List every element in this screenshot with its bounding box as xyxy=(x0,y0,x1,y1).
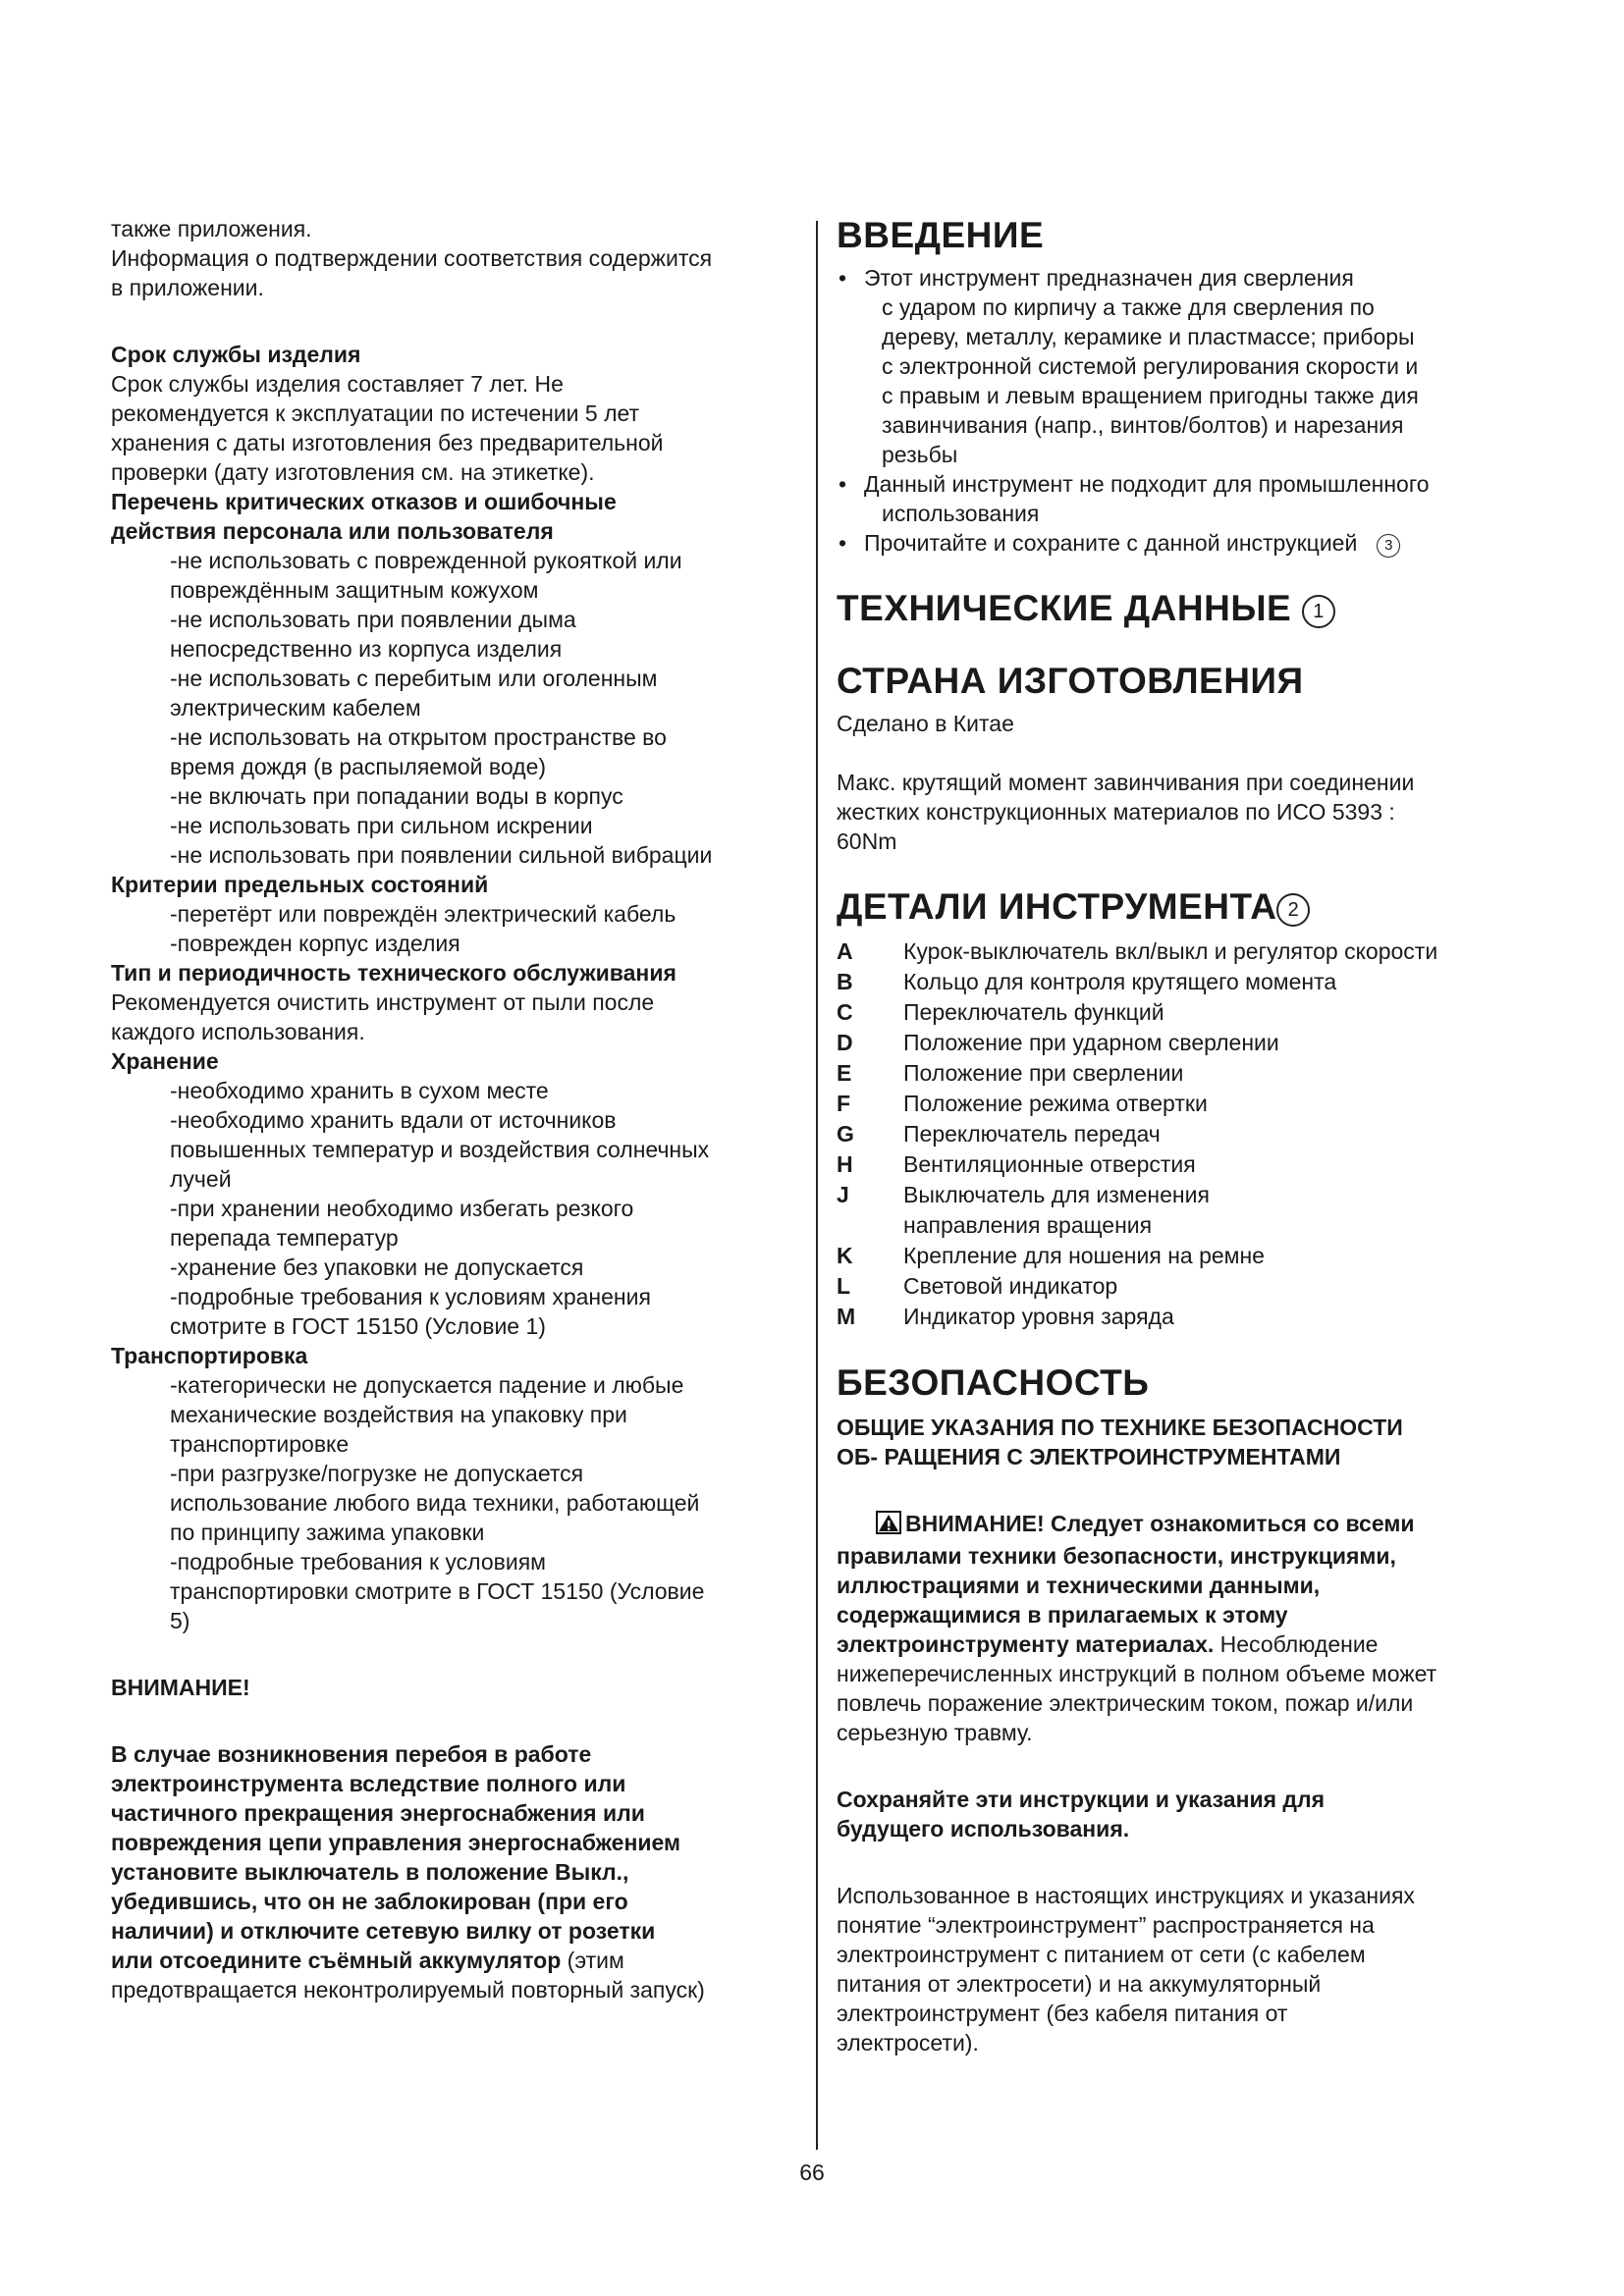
tech-data-heading xyxy=(837,587,1534,630)
list-line: -необходимо хранить в сухом месте xyxy=(170,1078,549,1103)
text-line: проверки (дату изготовления см. на этикетке). xyxy=(111,459,595,485)
right-column xyxy=(837,214,1534,2057)
list-line: транспортировки смотрите в ГОСТ 15150 (Условие xyxy=(170,1578,705,1604)
maintenance-section xyxy=(111,958,798,1046)
maintenance-heading: Тип и периодичность технического обслуживания xyxy=(111,960,677,986)
text-line: электроинструмент (без кабеля питания от xyxy=(837,2001,1288,2026)
parts-heading xyxy=(837,885,1534,929)
list-item xyxy=(837,1302,1437,1332)
figure-ref-icon: 1 xyxy=(1302,595,1335,628)
list-line: смотрите в ГОСТ 15150 (Условие 1) xyxy=(170,1313,546,1339)
heading-text: ДЕТАЛИ ИНСТРУМЕНТА xyxy=(837,886,1277,927)
heading-text: ТЕХНИЧЕСКИЕ ДАННЫЕ xyxy=(837,588,1292,628)
list-line: перепада температур xyxy=(170,1225,399,1251)
text-line: жестких конструкционных материалов по ИСО 5393 : xyxy=(837,799,1395,825)
part-key: G xyxy=(837,1121,854,1147)
list-line: -не использовать при сильном искрении xyxy=(170,813,593,838)
safety-heading: БЕЗОПАСНОСТЬ xyxy=(837,1362,1150,1403)
list-line: -не использовать с поврежденной рукояткой или xyxy=(170,548,682,573)
bold-line: частичного прекращения энергоснабжения или xyxy=(111,1800,645,1826)
left-column xyxy=(111,214,798,2004)
list-item xyxy=(837,967,1437,997)
bold-line: наличии) и отключите сетевую вилку от розетки xyxy=(111,1918,656,1944)
part-label: Вентиляционные отверстия xyxy=(903,1151,1196,1177)
warning-line xyxy=(837,1509,1534,1541)
bullet-icon: • xyxy=(839,530,847,556)
text-line: 60Nm xyxy=(837,828,897,854)
bullet-icon: • xyxy=(839,265,847,291)
intro-continuation xyxy=(111,214,798,302)
subheading-line: ОБЩИЕ УКАЗАНИЯ ПО ТЕХНИКЕ БЕЗОПАСНОСТИ xyxy=(837,1415,1403,1440)
list-item xyxy=(837,1180,1437,1210)
text-line: Использованное в настоящих инструкциях и указаниях xyxy=(837,1883,1415,1908)
list-line: -не использовать при появлении дыма xyxy=(170,607,576,632)
bold-line: будущего использования. xyxy=(837,1816,1130,1842)
bold-line: электроинструмента вследствие полного или xyxy=(111,1771,626,1796)
warning-line: правилами техники безопасности, инструкциями, xyxy=(837,1543,1396,1569)
list-line: -при разгрузке/погрузке не допускается xyxy=(170,1461,584,1486)
mixed-line xyxy=(837,1629,1534,1659)
text-line: Информация о подтверждении соответствия содержится xyxy=(111,245,713,271)
list-line: повышенных температур и воздействия солнечных xyxy=(170,1137,710,1162)
parts-list xyxy=(837,936,1437,1332)
list-line: механические воздействия на упаковку при xyxy=(170,1402,627,1427)
bold-fragment: ВНИМАНИЕ! Следует ознакомиться со всеми xyxy=(905,1511,1415,1536)
part-key xyxy=(837,1210,903,1241)
storage-heading: Хранение xyxy=(111,1048,219,1074)
part-label: Положение при ударном сверлении xyxy=(903,1030,1279,1055)
list-item xyxy=(837,263,1534,469)
part-label: Кольцо для контроля крутящего момента xyxy=(903,969,1337,994)
list-item xyxy=(837,1058,1437,1089)
intro-list xyxy=(837,263,1534,558)
made-in-text: Сделано в Китае xyxy=(837,711,1014,736)
column-divider xyxy=(816,221,818,2150)
part-key: J xyxy=(837,1182,849,1207)
list-line: -хранение без упаковки не допускается xyxy=(170,1255,584,1280)
list-line: -не включать при попадании воды в корпус xyxy=(170,783,623,809)
part-key: A xyxy=(837,938,853,964)
part-label: направления вращения xyxy=(903,1212,1153,1238)
list-line: лучей xyxy=(170,1166,232,1192)
bold-line: повреждения цепи управления энергоснабжением xyxy=(111,1830,680,1855)
bold-line: установите выключатель в положение Выкл., xyxy=(111,1859,629,1885)
list-item xyxy=(837,1210,1437,1241)
text-line: с электронной системой регулирования скорости и xyxy=(882,353,1419,379)
text-line: повлечь поражение электрическим током, пожар и/или xyxy=(837,1690,1414,1716)
part-key: D xyxy=(837,1030,853,1055)
bold-fragment: или отсоедините съёмный аккумулятор xyxy=(111,1948,562,1973)
bullet-icon: • xyxy=(839,471,847,497)
list-line: непосредственно из корпуса изделия xyxy=(170,636,563,662)
text-line: завинчивания (напр., винтов/болтов) и нарезания xyxy=(882,412,1404,438)
text-line: каждого использования. xyxy=(111,1019,365,1044)
part-key: F xyxy=(837,1091,851,1116)
list-item xyxy=(837,1271,1437,1302)
part-label: Крепление для ношения на ремне xyxy=(903,1243,1265,1268)
attention-heading: ВНИМАНИЕ! xyxy=(111,1675,250,1700)
text-line: также приложения. xyxy=(111,216,312,241)
mixed-line xyxy=(111,1946,798,1975)
list-item xyxy=(837,1028,1437,1058)
limit-states-heading: Критерии предельных состояний xyxy=(111,872,489,897)
service-life-section xyxy=(111,340,798,487)
part-key: M xyxy=(837,1304,856,1329)
failures-section xyxy=(111,487,798,870)
text-line: Рекомендуется очистить инструмент от пыли после xyxy=(111,989,655,1015)
text-line: с правым и левым вращением пригодны также дия xyxy=(882,383,1419,408)
bold-fragment: электроинструменту материалах. xyxy=(837,1631,1215,1657)
text-line: Прочитайте и сохраните с данной инструкцией xyxy=(864,530,1358,556)
warning-icon xyxy=(876,1511,901,1541)
figure-ref-icon: 3 xyxy=(1377,534,1400,558)
safety-subheading xyxy=(837,1413,1534,1471)
text-line: серьезную травму. xyxy=(837,1720,1033,1745)
list-item xyxy=(837,936,1437,967)
torque-note xyxy=(837,768,1534,856)
list-line: время дождя (в распыляемой воде) xyxy=(170,754,547,779)
part-key: C xyxy=(837,999,853,1025)
warning-line: содержащимися в прилагаемых к этому xyxy=(837,1602,1288,1628)
text-line: Данный инструмент не подходит для промышленного xyxy=(864,471,1430,497)
text-line: в приложении. xyxy=(111,275,264,300)
figure-ref-icon: 2 xyxy=(1276,893,1310,927)
intro-heading: ВВЕДЕНИЕ xyxy=(837,215,1045,255)
text-line: дереву, металлу, керамике и пластмассе; приборы xyxy=(882,324,1415,349)
power-tool-definition xyxy=(837,1881,1534,2057)
text-line: резьбы xyxy=(882,442,958,467)
list-item xyxy=(837,1241,1437,1271)
list-line: транспортировке xyxy=(170,1431,350,1457)
part-label: Курок-выключатель вкл/выкл и регулятор скорости xyxy=(903,938,1438,964)
list-line: -подробные требования к условиям xyxy=(170,1549,546,1575)
text-line: предотвращается неконтролируемый повторный запуск) xyxy=(111,1977,705,2002)
text-line: Срок службы изделия составляет 7 лет. Не xyxy=(111,371,564,397)
part-label: Переключатель передач xyxy=(903,1121,1161,1147)
part-key: H xyxy=(837,1151,853,1177)
list-line: -поврежден корпус изделия xyxy=(170,931,460,956)
service-life-heading: Срок службы изделия xyxy=(111,342,361,367)
transport-heading: Транспортировка xyxy=(111,1343,308,1368)
storage-section xyxy=(111,1046,798,1341)
part-key: E xyxy=(837,1060,852,1086)
text-line: использования xyxy=(882,501,1040,526)
text-line: нижеперечисленных инструкций в полном объеме может xyxy=(837,1661,1437,1686)
list-item xyxy=(837,1149,1437,1180)
part-label: Световой индикатор xyxy=(903,1273,1118,1299)
bold-line: убедившись, что он не заблокирован (при его xyxy=(111,1889,628,1914)
part-key: L xyxy=(837,1273,851,1299)
text-line: электроинструмент с питанием от сети (с кабелем xyxy=(837,1942,1366,1967)
part-label: Переключатель функций xyxy=(903,999,1164,1025)
text-line: Этот инструмент предназначен дия сверления xyxy=(864,265,1354,291)
list-item xyxy=(837,1119,1437,1149)
country-heading: СТРАНА ИЗГОТОВЛЕНИЯ xyxy=(837,661,1304,701)
list-item xyxy=(837,469,1534,528)
list-line: повреждённым защитным кожухом xyxy=(170,577,539,603)
text-fragment: Несоблюдение xyxy=(1214,1631,1379,1657)
part-label: Положение при сверлении xyxy=(903,1060,1184,1086)
list-line: -необходимо хранить вдали от источников xyxy=(170,1107,617,1133)
list-line: -категорически не допускается падение и любые xyxy=(170,1372,684,1398)
list-item xyxy=(837,528,1534,558)
list-line: 5) xyxy=(170,1608,190,1633)
text-line: питания от электросети) и на аккумуляторный xyxy=(837,1971,1322,1997)
text-fragment: (этим xyxy=(561,1948,624,1973)
list-line: использование любого вида техники, работающей xyxy=(170,1490,700,1516)
list-line: -при хранении необходимо избегать резкого xyxy=(170,1196,634,1221)
bold-line: В случае возникновения перебоя в работе xyxy=(111,1741,592,1767)
list-line: -перетёрт или повреждён электрический кабель xyxy=(170,901,677,927)
list-line: -не использовать с перебитым или оголенным xyxy=(170,666,658,691)
text-line: хранения с даты изготовления без предварительной xyxy=(111,430,664,455)
text-line: Макс. крутящий момент завинчивания при соединении xyxy=(837,770,1415,795)
limit-states-section xyxy=(111,870,798,958)
part-label: Индикатор уровня заряда xyxy=(903,1304,1174,1329)
keep-instructions xyxy=(837,1785,1534,1843)
list-line: -не использовать на открытом пространстве во xyxy=(170,724,667,750)
transport-section xyxy=(111,1341,798,1635)
page-number: 66 xyxy=(799,2160,825,2185)
part-key: B xyxy=(837,969,853,994)
text-line: рекомендуется к эксплуатации по истечении 5 лет xyxy=(111,400,640,426)
list-item xyxy=(837,997,1437,1028)
list-item xyxy=(837,1089,1437,1119)
text-line: электросети). xyxy=(837,2030,979,2056)
list-line: -подробные требования к условиям хранения xyxy=(170,1284,651,1309)
part-label: Выключатель для изменения xyxy=(903,1182,1210,1207)
bold-line: Сохраняйте эти инструкции и указания для xyxy=(837,1787,1326,1812)
part-label: Положение режима отвертки xyxy=(903,1091,1208,1116)
attention-paragraph xyxy=(111,1739,798,2004)
subheading-line: ОБ- РАЩЕНИЯ С ЭЛЕКТРОИНСТРУМЕНТАМИ xyxy=(837,1444,1341,1469)
list-line: -не использовать при появлении сильной вибрации xyxy=(170,842,713,868)
list-line: по принципу зажима упаковки xyxy=(170,1520,485,1545)
text-line: понятие “электроинструмент” распространяется на xyxy=(837,1912,1375,1938)
list-line: электрическим кабелем xyxy=(170,695,421,721)
failures-heading: Перечень критических отказов и ошибочные xyxy=(111,489,617,514)
part-key: K xyxy=(837,1243,853,1268)
failures-heading: действия персонала или пользователя xyxy=(111,518,554,544)
text-line: с ударом по кирпичу а также для сверления по xyxy=(882,294,1375,320)
safety-warning xyxy=(837,1509,1534,1747)
warning-line: иллюстрациями и техническими данными, xyxy=(837,1573,1321,1598)
